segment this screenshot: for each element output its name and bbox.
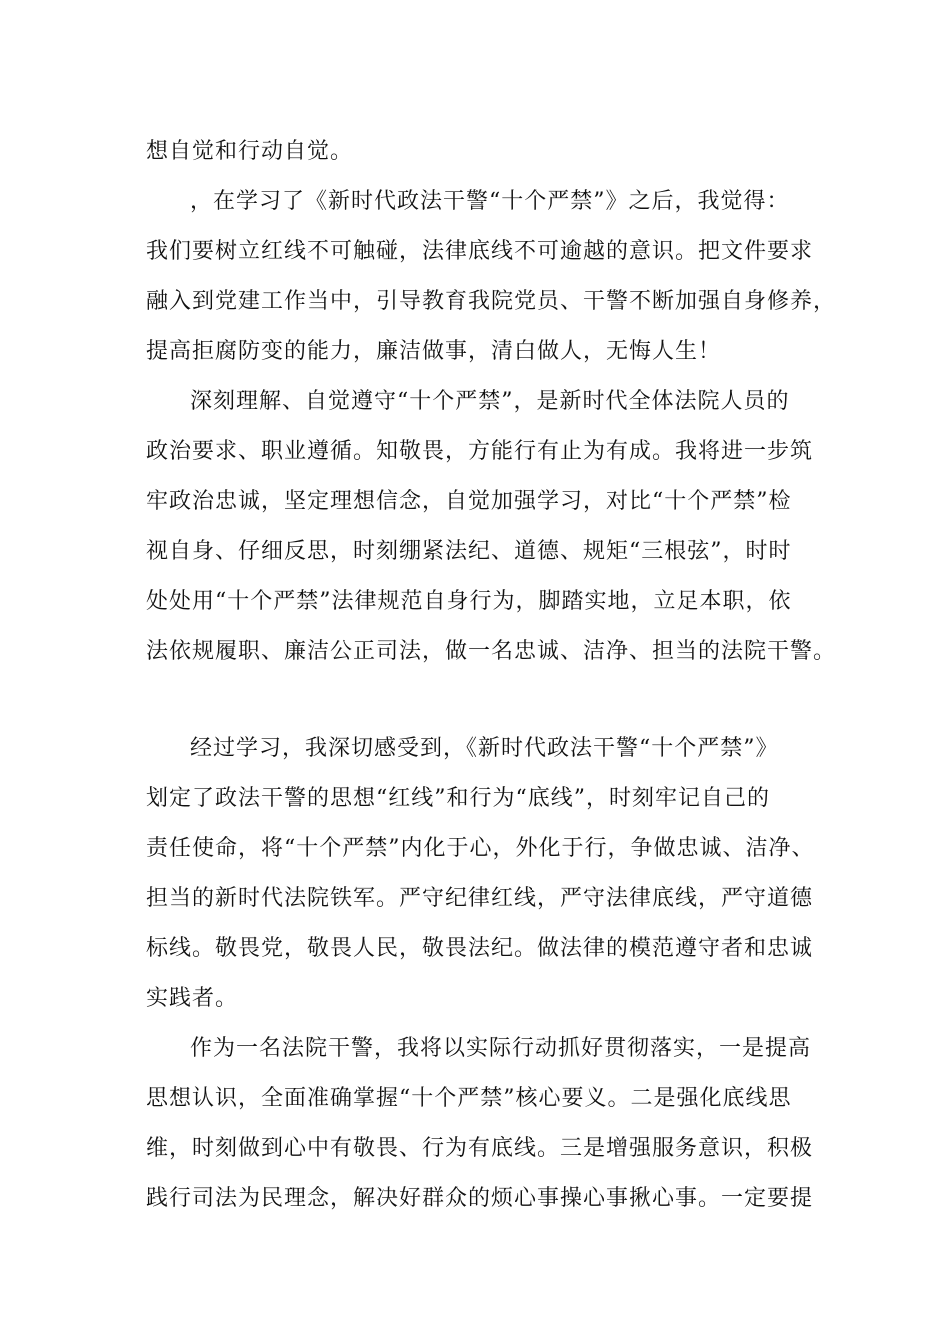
text-line: 牢政治忠诚，坚定理想信念，自觉加强学习，对比“十个严禁”检 [146, 489, 792, 514]
text-line: 我们要树立红线不可触碰，法律底线不可逾越的意识。把文件要求 [146, 239, 814, 264]
text-line: 想自觉和行动自觉。 [146, 139, 354, 164]
text-line: 政治要求、职业遵循。知敬畏，方能行有止为有成。我将进一步筑 [146, 439, 814, 464]
text-line: 划定了政法干警的思想“红线”和行为“底线”，时刻牢记自己的 [146, 786, 770, 811]
text-line: 维，时刻做到心中有敬畏、行为有底线。三是增强服务意识，积极 [146, 1136, 814, 1161]
text-line: 视自身、仔细反思，时刻绷紧法纪、道德、规矩“三根弦”，时时 [146, 539, 792, 564]
text-line: 责任使命，将“十个严禁”内化于心，外化于行，争做忠诚、洁净、 [146, 836, 815, 861]
text-line: 提高拒腐防变的能力，廉洁做事，清白做人，无悔人生！ [146, 339, 722, 364]
text-line: 深刻理解、自觉遵守“十个严禁”，是新时代全体法院人员的 [190, 389, 790, 414]
text-line: 法依规履职、廉洁公正司法，做一名忠诚、洁净、担当的法院干警。 [146, 639, 837, 664]
text-line: 标线。敬畏党，敬畏人民，敬畏法纪。做法律的模范遵守者和忠诚 [146, 936, 814, 961]
text-line: ，在学习了《新时代政法干警“十个严禁”》之后，我觉得： [190, 189, 790, 214]
text-line: 作为一名法院干警，我将以实际行动抓好贯彻落实，一是提高 [190, 1036, 812, 1061]
text-line: 融入到党建工作当中，引导教育我院党员、干警不断加强自身修养， [146, 289, 837, 314]
text-line: 实践者。 [146, 986, 239, 1011]
text-line: 践行司法为民理念，解决好群众的烦心事操心事揪心事。一定要提 [146, 1186, 814, 1211]
text-line: 处处用“十个严禁”法律规范自身行为，脚踏实地，立足本职，依 [146, 589, 792, 614]
text-line: 担当的新时代法院铁军。严守纪律红线，严守法律底线，严守道德 [146, 886, 814, 911]
text-line: 经过学习，我深切感受到，《新时代政法干警“十个严禁”》 [190, 736, 779, 761]
text-line: 思想认识，全面准确掌握“十个严禁”核心要义。二是强化底线思 [146, 1086, 792, 1111]
